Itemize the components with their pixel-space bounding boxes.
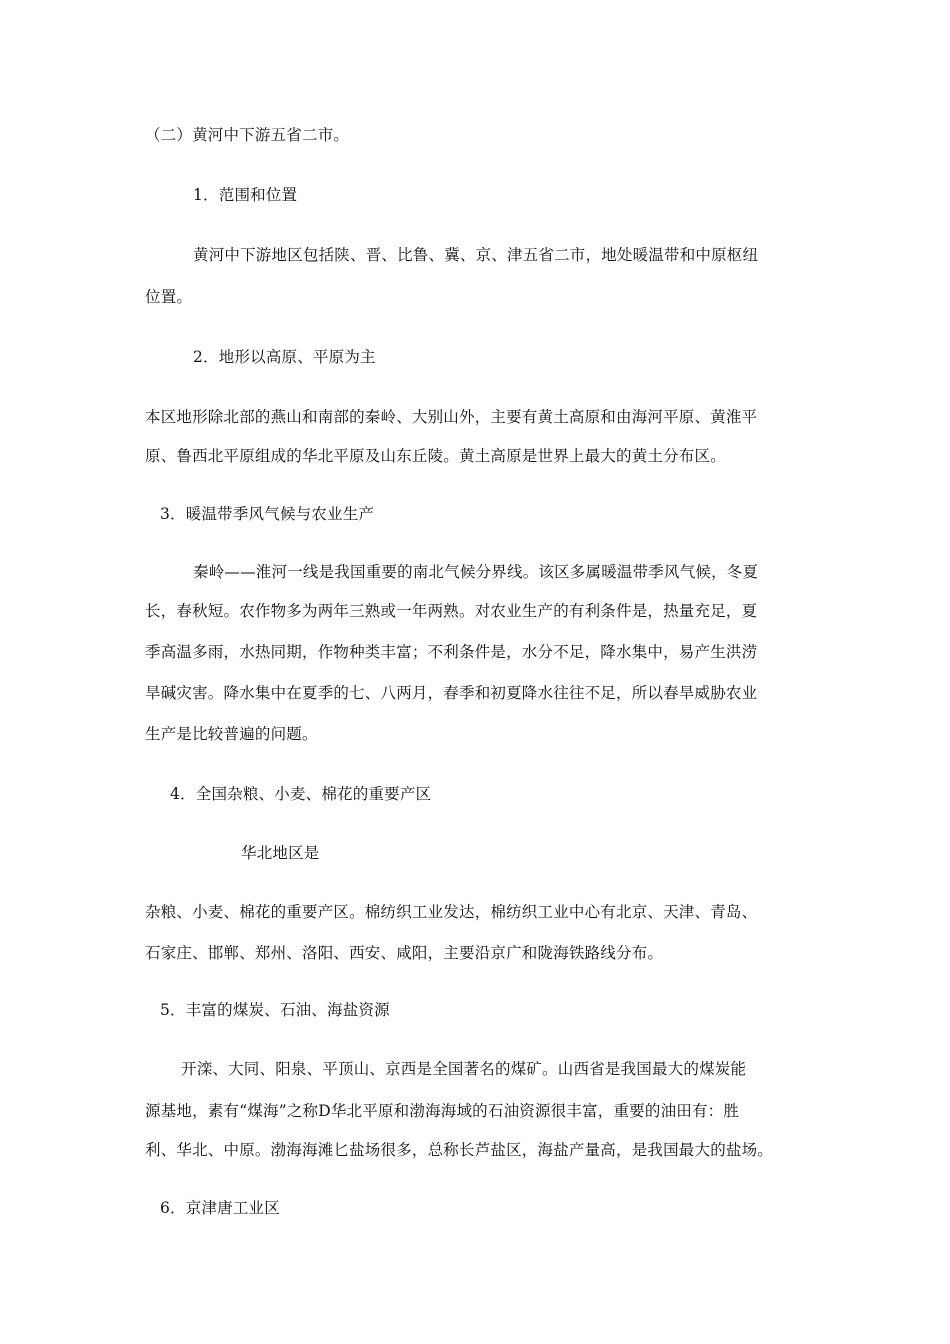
subsection-1-title: 1．范围和位置 bbox=[193, 186, 298, 204]
subsection-3-paragraph-line-5: 生产是比较普遍的问题。 bbox=[145, 725, 318, 743]
subsection-2-title: 2．地形以高原、平原为主 bbox=[193, 348, 376, 366]
subsection-5-paragraph-line-3: 利、华北、中原。渤海海滩匕盐场很多，总称长芦盐区，海盐产量高，是我国最大的盐场。 bbox=[145, 1141, 774, 1159]
subsection-2-paragraph-line-1: 本区地形除北部的燕山和南部的秦岭、大别山外，主要有黄土高原和由海河平原、黄淮平 bbox=[145, 408, 758, 426]
subsection-3-paragraph-line-2: 长，春秋短。农作物多为两年三熟或一年两熟。对农业生产的有利条件是，热量充足，夏 bbox=[145, 602, 758, 620]
section-heading: （二）黄河中下游五省二市。 bbox=[145, 126, 350, 144]
subsection-2-paragraph-line-2: 原、鲁西北平原组成的华北平原及山东丘陵。黄土高原是世界上最大的黄土分布区。 bbox=[145, 447, 726, 465]
subsection-3-paragraph-line-4: 旱碱灾害。降水集中在夏季的七、八两月，春季和初夏降水往往不足，所以春旱威胁农业 bbox=[145, 684, 758, 702]
subsection-4-intro: 华北地区是 bbox=[241, 844, 320, 862]
subsection-4-title: 4．全国杂粮、小麦、棉花的重要产区 bbox=[170, 785, 432, 803]
subsection-4-paragraph-line-2: 石家庄、邯郸、郑州、洛阳、西安、咸阳，主要沿京广和陇海铁路线分布。 bbox=[145, 944, 664, 962]
subsection-4-paragraph-line-1: 杂粮、小麦、棉花的重要产区。棉纺织工业发达，棉纺织工业中心有北京、天津、青岛、 bbox=[145, 903, 758, 921]
subsection-6-title: 6．京津唐工业区 bbox=[160, 1199, 280, 1217]
subsection-3-paragraph-line-1: 秦岭——淮河一线是我国重要的南北气候分界线。该区多属暖温带季风气候，冬夏 bbox=[193, 563, 759, 581]
subsection-3-title: 3．暖温带季风气候与农业生产 bbox=[160, 505, 375, 523]
subsection-3-paragraph-line-3: 季高温多雨，水热同期，作物种类丰富；不利条件是，水分不足，降水集中，易产生洪涝 bbox=[145, 643, 758, 661]
subsection-1-paragraph-line-2: 位置。 bbox=[145, 288, 193, 306]
subsection-5-title: 5．丰富的煤炭、石油、海盐资源 bbox=[160, 1001, 390, 1019]
subsection-1-paragraph-line-1: 黄河中下游地区包括陕、晋、比鲁、冀、京、津五省二市，地处暖温带和中原枢纽 bbox=[193, 246, 759, 264]
subsection-5-paragraph-line-1: 开滦、大同、阳泉、平顶山、京西是全国著名的煤矿。山西省是我国最大的煤炭能 bbox=[181, 1060, 747, 1078]
subsection-5-paragraph-line-2: 源基地，素有“煤海”之称D华北平原和渤海海域的石油资源很丰富，重要的油田有：胜 bbox=[145, 1102, 740, 1120]
